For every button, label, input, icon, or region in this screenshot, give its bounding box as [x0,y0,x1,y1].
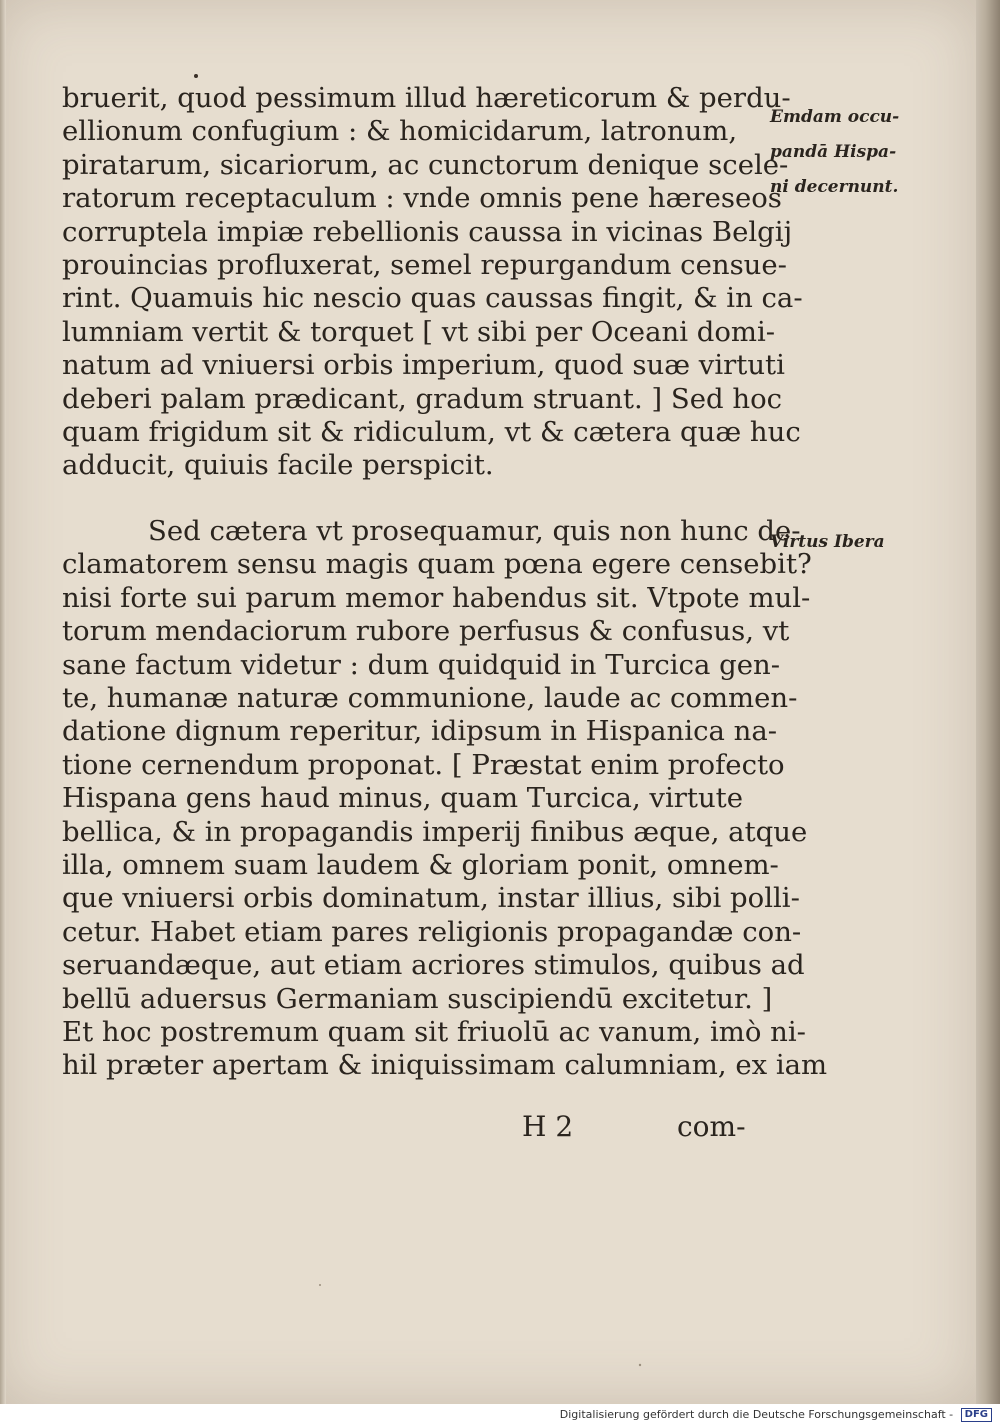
text-line: Et hoc postremum quam sit friuolū ac vanum, imò ni- [62,1015,806,1048]
page-right-edge [976,0,1000,1404]
text-line: lumniam vertit & torquet [ vt sibi per Oceani domi- [62,315,776,348]
margin-note-2 [770,525,970,560]
margin-note-line: pandā Hispa- [770,142,897,162]
text-line: te, humanæ naturæ communione, laude ac commen- [62,681,798,714]
page-left-edge [0,0,6,1404]
text-line: piratarum, sicariorum, ac cunctorum denique scele- [62,148,789,181]
text-line: tione cernendum proponat. [ Præstat enim profecto [62,748,785,781]
text-line: deberi palam prædicant, gradum struant. ] Sed hoc [62,382,783,415]
text-line: torum mendaciorum rubore perfusus & confusus, vt [62,615,790,648]
text-line: natum ad vniuersi orbis imperium, quod suæ virtuti [62,349,785,382]
text-line: bellica, & in propagandis imperij finibus æque, atque [62,815,808,848]
paragraph-gap [62,483,762,515]
footer-credit: Digitalisierung gefördert durch die Deutsche Forschungsgemeinschaft - [559,1408,954,1421]
margin-note-line: Emdam occu- [770,107,900,127]
text-line: sane factum videtur : dum quidquid in Turcica gen- [62,648,781,681]
text-line: seruandæque, aut etiam acriores stimulos, quibus ad [62,949,805,982]
text-line: Hispana gens haud minus, quam Turcica, virtute [62,782,744,815]
text-line: clamatorem sensu magis quam pœna egere censebit? [62,548,812,581]
signature-mark: H 2 [522,1110,574,1143]
margin-note-1 [770,100,970,205]
text-line: bellū aduersus Germaniam suscipiendū excitetur. ] [62,982,773,1015]
text-line: Sed cætera vt prosequamur, quis non hunc de- [148,514,801,547]
digitization-footer [0,1404,1000,1427]
text-line: cetur. Habet etiam pares religionis propagandæ con- [62,915,802,948]
text-line: hil præter apertam & iniquissimam calumniam, ex iam [62,1049,828,1082]
paragraph-1 [62,82,803,483]
margin-note-line: Virtus Ibera [770,532,885,552]
text-line: illa, omnem suam laudem & gloriam ponit, omnem- [62,848,779,881]
text-line: ellionum confugium : & homicidarum, latronum, [62,115,738,148]
text-line: bruerit, quod pessimum illud hæreticorum & perdu- [62,82,791,114]
text-line: datione dignum reperitur, idipsum in Hispanica na- [62,715,777,748]
text-line: adducit, quiuis facile perspicit. [62,449,494,482]
text-line: prouincias profluxerat, semel repurgandum censue- [62,249,787,282]
text-line: quam frigidum sit & ridiculum, vt & cætera quæ huc [62,416,801,449]
dfg-logo-icon: DFG [961,1408,992,1422]
footer-text [560,1408,992,1422]
text-line: corruptela impiæ rebellionis caussa in vicinas Belgij [62,215,793,248]
text-line: ratorum receptaculum : vnde omnis pene hæreseos [62,182,782,215]
catchword: com- [677,1110,746,1143]
text-line: nisi forte sui parum memor habendus sit. Vtpote mul- [62,581,811,614]
margin-note-line: ni decernunt. [770,177,899,197]
text-line: rint. Quamuis hic nescio quas caussas fingit, & in ca- [62,282,803,315]
text-line: que vniuersi orbis dominatum, instar illius, sibi polli- [62,882,800,915]
